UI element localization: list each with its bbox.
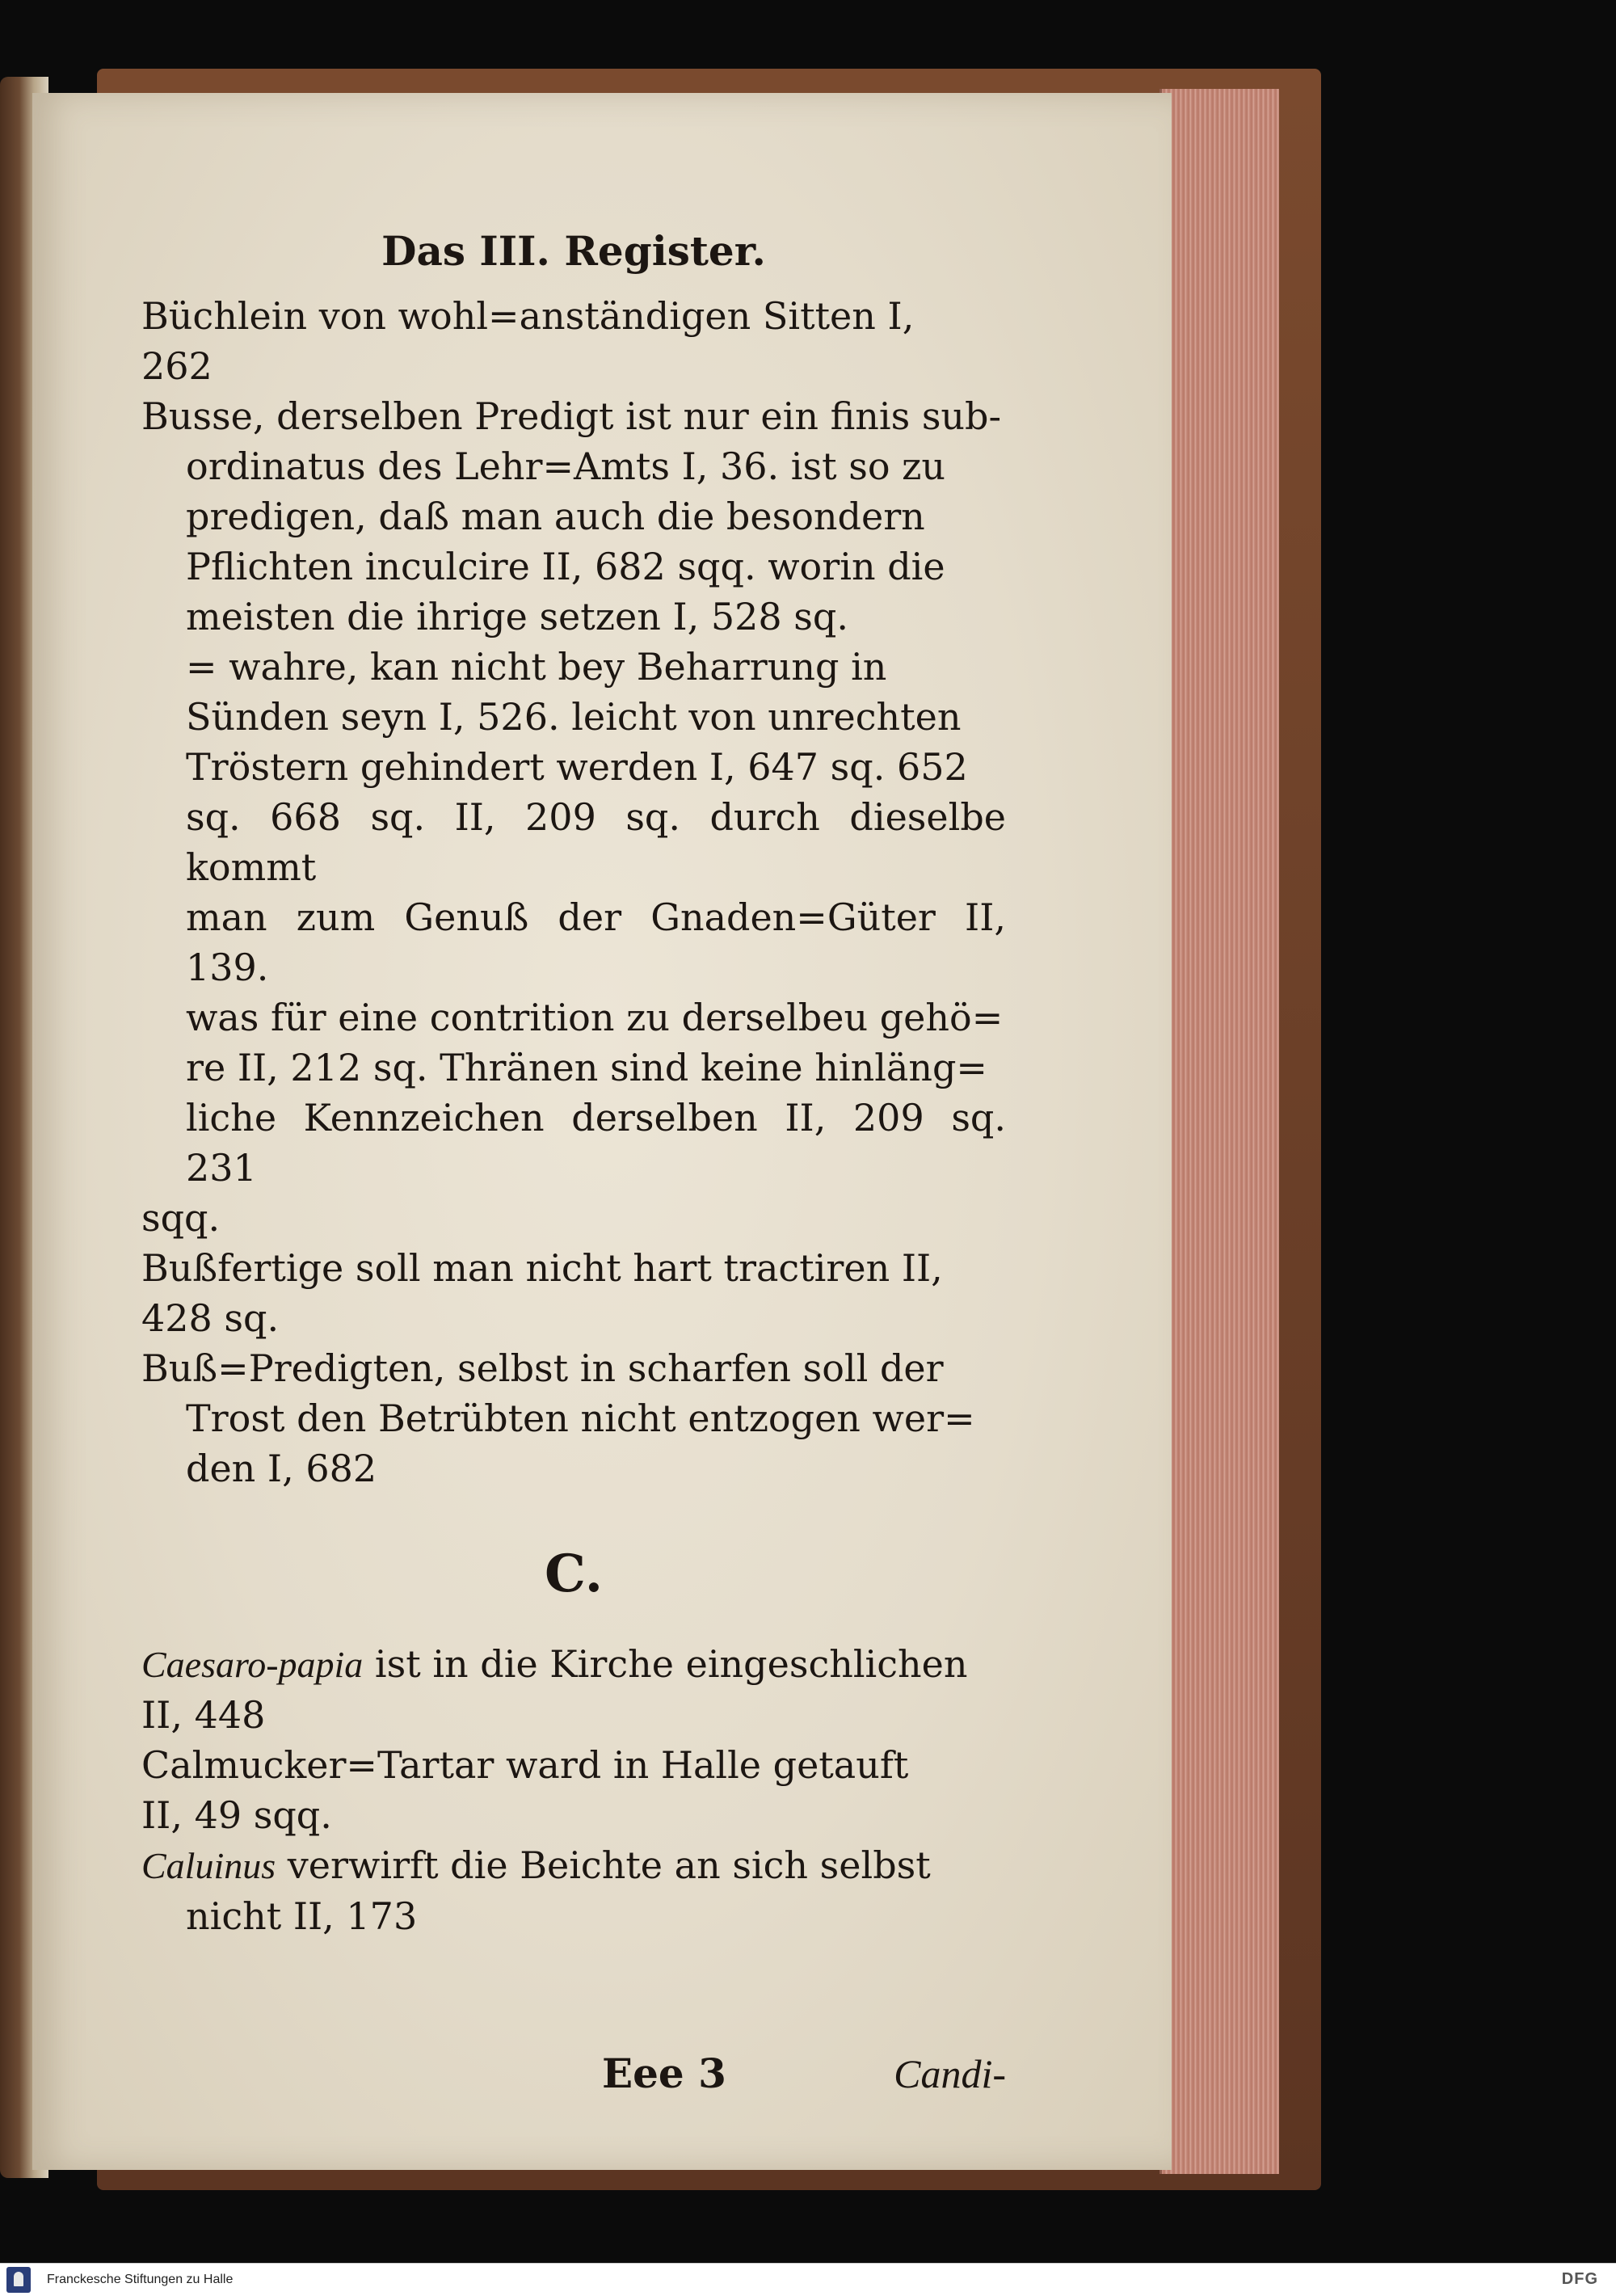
entry-line: Busse, derselben Predigt ist nur ein finis sub-: [141, 394, 1002, 438]
entry-line: = wahre, kan nicht bey Beharrung in: [186, 645, 887, 689]
entry-line: man zum Genuß der Gnaden=Güter II, 139.: [186, 895, 1006, 989]
entry-line: re II, 212 sq. Thränen sind keine hinläng=: [186, 1046, 987, 1089]
entry-line: Calmucker=Tartar ward in Halle getauft: [141, 1743, 909, 1787]
entry-line: Pflichten inculcire II, 682 sqq. worin die: [186, 545, 945, 588]
entry-line: nicht II, 173: [186, 1894, 418, 1938]
entry-line: [141, 1639, 1006, 1690]
entry-reference: sqq.: [141, 1196, 221, 1240]
institution-logo-icon: [6, 2267, 31, 2293]
entry-line: Sünden seyn I, 526. leicht von unrechten: [186, 695, 962, 739]
entry-text: verwirft die Beichte an sich selbst: [276, 1843, 931, 1887]
entry-line: den I, 682: [186, 1447, 377, 1490]
dfg-logo: DFG: [1561, 2270, 1598, 2288]
entry-keyword-italic: Caluinus: [141, 1845, 276, 1886]
entry-keyword-italic: Caesaro-papia: [141, 1644, 364, 1685]
register-entry: [141, 391, 1006, 1243]
entry-text: ist in die Kirche eingeschlichen: [363, 1642, 968, 1686]
entry-line: Buß=Predigten, selbst in scharfen soll der: [141, 1346, 944, 1390]
entry-line: meisten die ihrige setzen I, 528 sq.: [186, 595, 848, 638]
register-entry: [141, 1740, 1006, 1840]
section-letter: C.: [544, 1544, 604, 1604]
page-edges: [1159, 89, 1279, 2174]
entry-reference: 428 sq.: [141, 1296, 280, 1340]
register-entry: [141, 1243, 1006, 1343]
entry-reference: 262: [141, 344, 213, 388]
entry-line: Tröstern gehindert werden I, 647 sq. 652: [186, 745, 968, 789]
running-head: Das III. Register.: [381, 227, 766, 275]
book-page: [32, 93, 1172, 2170]
entry-line: Büchlein von wohl=anständigen Sitten I,: [141, 294, 915, 338]
entry-line: Trost den Betrübten nicht entzogen wer=: [186, 1397, 975, 1440]
entry-line: [141, 1840, 1006, 1891]
entry-line: predigen, daß man auch die besondern: [186, 495, 925, 538]
entry-line: Bußfertige soll man nicht hart tractiren II,: [141, 1246, 943, 1290]
register-entry: [141, 1343, 1006, 1493]
entry-line: liche Kennzeichen derselben II, 209 sq. 231: [186, 1096, 1006, 1190]
signature-mark: Eee 3: [602, 2050, 726, 2097]
entry-reference: II, 49 sqq.: [141, 1793, 332, 1837]
institution-name: Franckesche Stiftungen zu Halle: [47, 2273, 234, 2286]
register-entry: [141, 291, 1006, 391]
entry-line: ordinatus des Lehr=Amts I, 36. ist so zu: [186, 444, 946, 488]
register-entry: [141, 1639, 1006, 1740]
viewer-footer-bar: [0, 2263, 1616, 2296]
entry-line: sq. 668 sq. II, 209 sq. durch dieselbe kommt: [186, 795, 1006, 889]
entry-line: was für eine contrition zu derselbeu gehö=: [186, 996, 1004, 1039]
register-entries: [141, 291, 1006, 1941]
page-footer: [141, 2049, 1006, 2105]
entry-reference: II, 448: [141, 1693, 266, 1737]
register-entry: [141, 1840, 1006, 1941]
catchword: Candi-: [894, 2051, 1006, 2096]
